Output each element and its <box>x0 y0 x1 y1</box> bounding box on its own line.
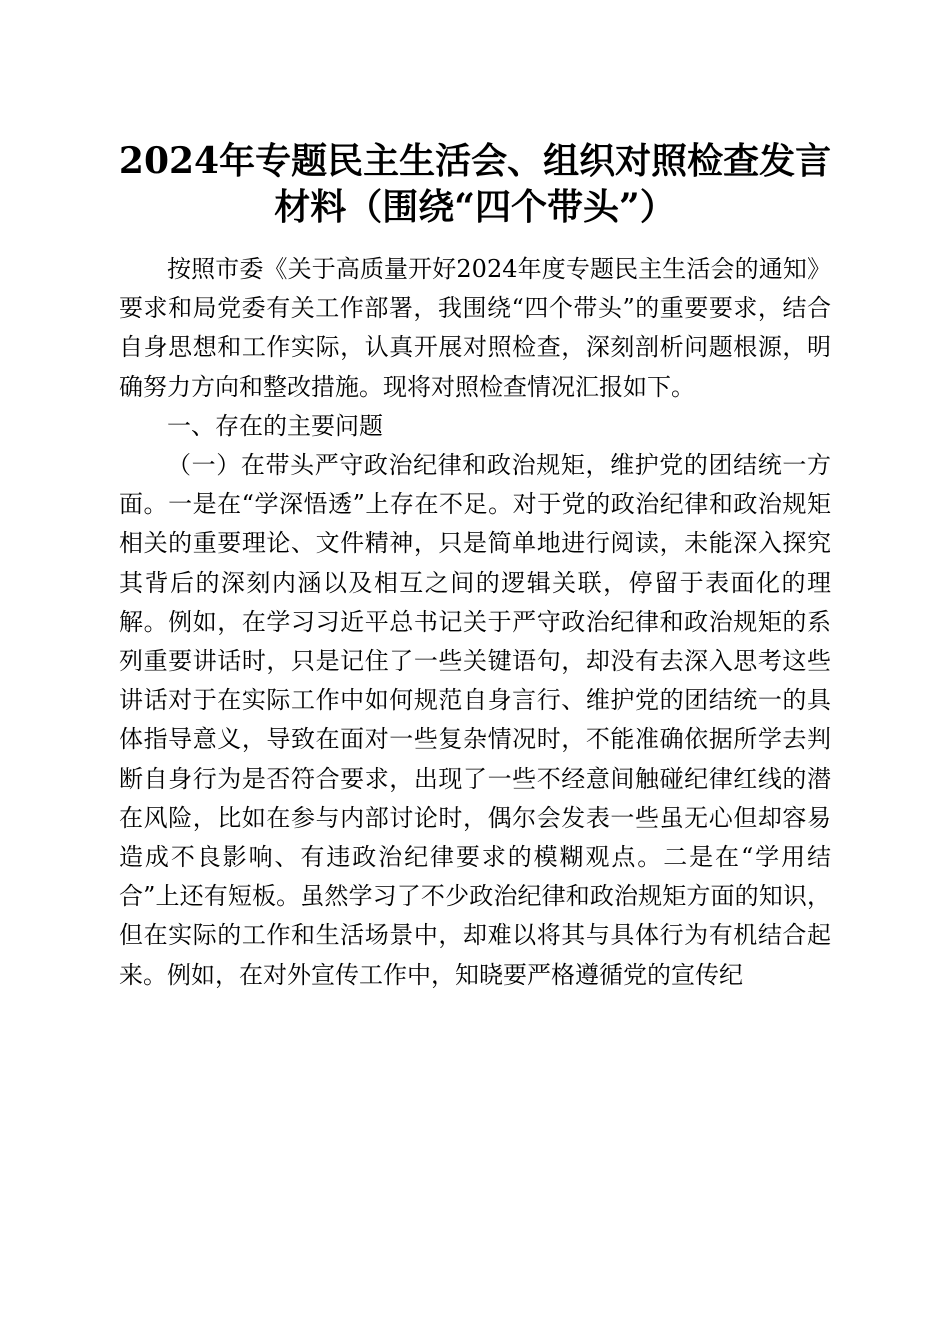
document-body <box>119 250 831 995</box>
section1-paragraph-1: （一）在带头严守政治纪律和政治规矩，维护党的团结统一方面。一是在“学深悟透”上存在不足。对于党的政治纪律和政治规矩相关的重要理论、文件精神，只是简单地进行阅读，未能深入探究其背后的深刻内涵以及相互之间的逻辑关联，停留于表面化的理解。例如，在学习习近平总书记关于严守政治纪律和政治规矩的系列重要讲话时，只是记住了一些关键语句，却没有去深入思考这些讲话对于在实际工作中如何规范自身言行、维护党的团结统一的具体指导意义，导致在面对一些复杂情况时，不能准确依据所学去判断自身行为是否符合要求，出现了一些不经意间触碰纪律红线的潜在风险，比如在参与内部讨论时，偶尔会发表一些虽无心但却容易造成不良影响、有违政治纪律要求的模糊观点。二是在“学用结合”上还有短板。虽然学习了不少政治纪律和政治规矩方面的知识，但在实际的工作和生活场景中，却难以将其与具体行为有机结合起来。例如，在对外宣传工作中，知晓要严格遵循党的宣传纪 <box>119 451 831 989</box>
title-line-1: 2024年专题民主生活会、组织对照检查发言 <box>118 140 832 182</box>
document-title <box>100 138 850 230</box>
title-line-2: 材料（围绕“四个带头”） <box>274 186 676 228</box>
section-heading-1: 一、存在的主要问题 <box>167 411 383 440</box>
intro-paragraph: 按照市委《关于高质量开好2024年度专题民主生活会的通知》要求和局党委有关工作部署，我围绕“四个带头”的重要要求，结合自身思想和工作实际，认真开展对照检查，深刻剖析问题根源，明确努力方向和整改措施。现将对照检查情况汇报如下。 <box>119 255 831 401</box>
